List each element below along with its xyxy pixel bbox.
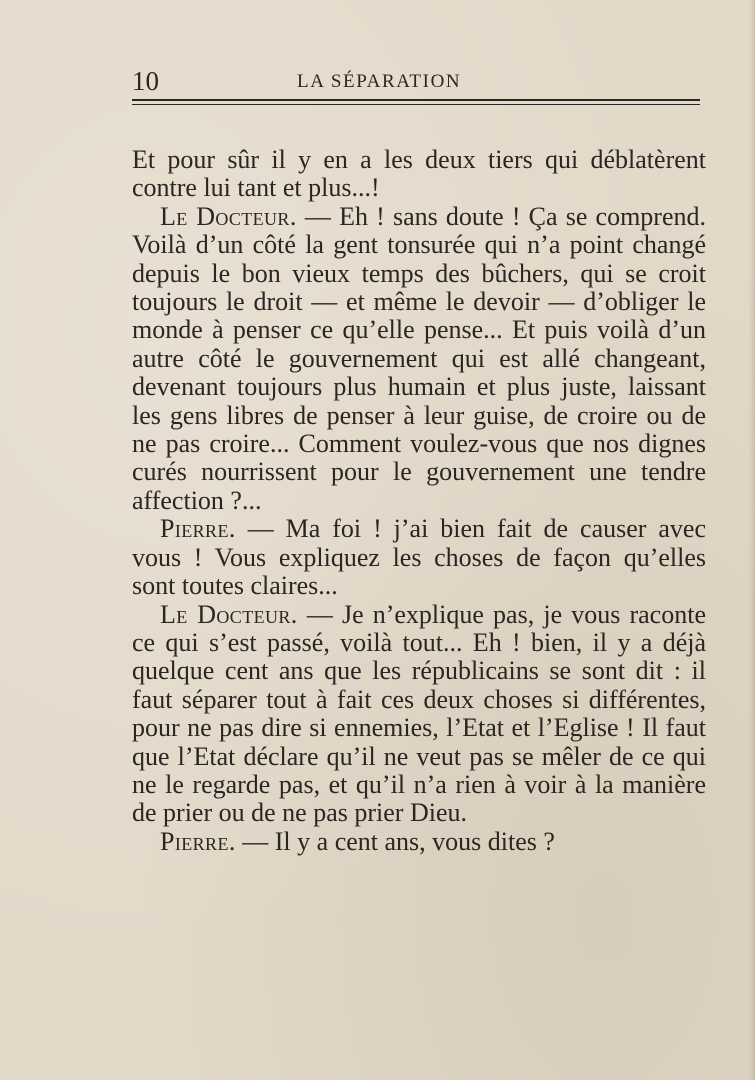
dialogue-paragraph	[132, 601, 706, 828]
speaker-name: Pierre.	[160, 514, 236, 544]
speaker-name: Pierre.	[160, 826, 236, 856]
page-number: 10	[132, 66, 159, 96]
header-rule-top	[132, 99, 700, 101]
speaker-name: Le Docteur.	[160, 201, 297, 231]
paragraph-text: — Ma foi ! j’ai bien fait de causer avec vous ! Vous expliquez les choses de façon qu’elles sont toutes claires...	[132, 514, 706, 601]
speaker-name: Le Docteur.	[160, 599, 298, 629]
running-title: LA SÉPARATION	[297, 71, 462, 92]
page-edge-shadow	[749, 0, 755, 1080]
dialogue-paragraph	[132, 203, 706, 515]
page-header	[132, 66, 700, 96]
dialogue-paragraph	[132, 828, 706, 856]
header-rule-bottom	[132, 104, 700, 105]
paragraph-text: Et pour sûr il y en a les deux tiers qui déblatèrent contre lui tant et plus...!	[132, 145, 706, 203]
text-body	[132, 146, 706, 856]
paragraph-text: — Eh ! sans doute ! Ça se comprend. Voilà d’un côté la gent tonsurée qui n’a point changé depuis le bon vieux temps des bûchers, qui se croit toujours le droit — et même le devoir — d’obliger le monde à penser ce qu’elle pense... Et puis voilà d’un autre côté le gouvernement qui est allé changeant, devenant toujours plus humain et plus juste, laissant les gens libres de penser à leur guise, de croire ou de ne pas croire... Comment voulez-vous que nos dignes curés nourrissent pour le gouvernement une tendre affection ?...	[132, 201, 706, 515]
dialogue-paragraph	[132, 515, 706, 600]
paragraph-text: — Il y a cent ans, vous dites ?	[235, 826, 555, 856]
paragraph-continuation	[132, 146, 706, 203]
paragraph-text: — Je n’explique pas, je vous raconte ce qui s’est passé, voilà tout... Eh ! bien, il y a déjà quelque cent ans que les républicains se sont dit : il faut séparer tout à fait ces deux choses si différentes, pour ne pas dire si ennemies, l’Etat et l’Eglise ! Il faut que l’Etat déclare qu’il ne veut pas se mêler de ce qui ne le regarde pas, et qu’il n’a rien à voir à la manière de prier ou de ne pas prier Dieu.	[132, 599, 706, 828]
